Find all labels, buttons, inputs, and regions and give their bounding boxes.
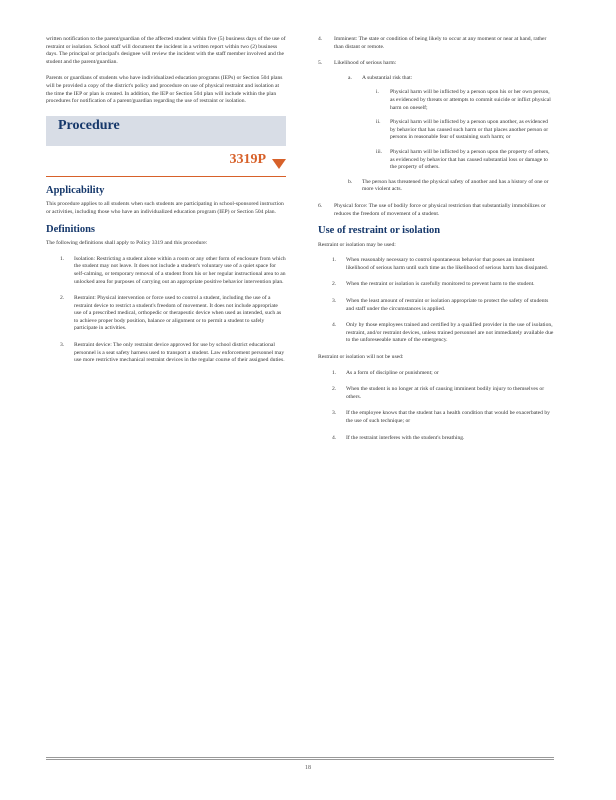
roman-list (376, 89, 554, 171)
item-number: 2. (332, 281, 337, 288)
definitions-list (60, 256, 286, 365)
will-not-be-used-lead: Restraint or isolation will not be used: (318, 354, 404, 361)
list-item (332, 281, 554, 289)
item-text: When the restraint or isolation is carefully monitored to prevent harm to the student. (346, 281, 535, 288)
item-number: 4. (332, 434, 337, 441)
list-item (376, 89, 554, 112)
item-letter: a. (348, 74, 352, 81)
orange-divider (46, 176, 286, 177)
may-be-used-list (332, 257, 554, 345)
item-number: 3. (332, 410, 337, 417)
footer-divider (46, 759, 554, 760)
list-item (60, 295, 286, 333)
item-text: Imminent: The state or condition of being likely to occur at any moment or near at hand, rather than distant or remote. (334, 36, 547, 50)
item-text: When the student is no longer at risk of causing imminent bodily injury to themselves or others. (346, 386, 545, 400)
page-number: 18 (305, 765, 311, 771)
list-item (376, 119, 554, 142)
item-text: Likelihood of serious harm: (334, 60, 397, 67)
item-text: Isolation: Restricting a student alone within a room or any other form of enclosure from which the student may not leave. It does not include a student's voluntary use of a quiet space for self-calming, or temporary removal of a student from his or her regular instructional area to an unlocked area for purposes of carrying out an appropriate positive behavior intervention plan. (74, 255, 286, 285)
item-text: Only by those employees trained and certified by a qualified provider in the use of isolation, restraint, and/or restraint devices, unless trained personnel are not immediately available due to the unforeseeable nature of the emergency. (346, 322, 554, 344)
list-item (332, 257, 554, 272)
item-number: 4. (318, 36, 323, 42)
item-text: The person has threatened the physical safety of another and has a history of one or more violent acts. (362, 178, 549, 193)
item-number: 6. (318, 202, 323, 209)
list-item (60, 342, 286, 365)
will-not-be-used-list (332, 370, 554, 443)
definitions-heading: Definitions (46, 223, 96, 235)
use-of-restraint-heading: Use of restraint or isolation (318, 225, 441, 237)
item-number: 1. (332, 369, 337, 376)
item-number: 4. (332, 322, 337, 329)
list-item (60, 256, 286, 286)
applicability-heading: Applicability (46, 184, 105, 196)
procedure-heading: Procedure (58, 117, 120, 133)
left-column (46, 36, 286, 374)
item-text: If the restraint interferes with the student's breathing. (346, 434, 465, 441)
item-text: If the employee knows that the student has a health condition that would be exacerbated by the use of such technique; or (346, 410, 550, 424)
item-text: When reasonably necessary to control spontaneous behavior that poses an imminent likelihood of serious harm until such time as the likelihood of serious harm has dissipated. (346, 257, 549, 271)
footer-divider (46, 757, 554, 758)
list-item (318, 36, 554, 51)
item-text: Physical harm will be inflicted by a person upon the property of others, as evidenced by behavior that has caused substantial loss or damage to the property of others. (390, 148, 550, 171)
item-text: Restraint device: The only restraint device approved for use by school district educational personnel is a seat safety harness used to transport a student. Law enforcement personnel may use more restrictive mechanical restraint devices in the regular course of their assigned duties. (74, 342, 285, 364)
right-column (318, 36, 554, 451)
item-number: 2. (60, 295, 65, 302)
sub-list (348, 75, 554, 194)
item-number: 1. (332, 257, 337, 264)
item-number: 2. (332, 386, 337, 393)
list-item (332, 435, 554, 443)
iep-paragraph: Parents or guardians of students who have individualized education programs (IEPs) or Section 504 plans will be provided a copy of the district's policy and procedure on use of physical restraint and isolation at the time the IEP or plan is created. In addition, the IEP or Section 504 plan will include within the plan procedures for notification of a parent/guardian regarding the use of restraint or isolation. (46, 75, 283, 105)
item-number: 3. (60, 342, 65, 349)
list-item (332, 370, 554, 378)
list-item (348, 75, 554, 172)
item-text: Physical harm will be inflicted by a person upon his or her own person, as evidenced by threats or attempts to commit suicide or inflict physical harm on oneself; (390, 89, 551, 111)
item-text: Physical force: The use of bodily force or physical restriction that substantially immobilizes or reduces the freedom of movement of a student. (334, 202, 546, 217)
applicability-text: This procedure applies to all students when such students are participating in school-sponsored instruction or activities, including those who have an individualized education program (IEP) or Section 504 plan. (46, 201, 284, 215)
item-numeral: iii. (376, 148, 383, 155)
list-item (318, 60, 554, 194)
procedure-code-row (46, 151, 286, 172)
item-text: As a form of discipline or punishment; or (346, 369, 439, 376)
item-text: Physical harm will be inflicted by a person upon another, as evidenced by behavior that has caused such harm or that places another person or persons in reasonable fear of sustaining such harm; or (390, 119, 549, 141)
list-item (332, 410, 554, 425)
item-numeral: i. (376, 89, 379, 96)
definitions-list-continued (318, 36, 554, 218)
item-number: 5. (318, 60, 323, 67)
item-text: Restraint: Physical intervention or force used to control a student, including the use of a restraint device to restrict a student's freedom of movement. It does not include appropriate use of a prescribed medical, orthopedic or therapeutic device when used as intended, such as to achieve proper body position, balance or alignment or to permit a student to safely participate in activities. (74, 295, 282, 332)
list-item (332, 298, 554, 313)
triangle-down-icon (272, 159, 286, 169)
list-item (376, 149, 554, 172)
item-number: 1. (60, 255, 65, 262)
definitions-intro: The following definitions shall apply to Policy 3319 and this procedure: (46, 240, 208, 247)
list-item (318, 203, 554, 218)
procedure-banner (46, 116, 286, 146)
list-item (332, 322, 554, 345)
procedure-code: 3319P (229, 151, 266, 167)
item-numeral: ii. (376, 119, 381, 126)
item-text: When the least amount of restraint or isolation appropriate to protect the safety of students and staff under the circumstances is applied. (346, 298, 549, 312)
notification-paragraph: written notification to the parent/guardian of the affected student within five (5) business days of the use of restraint or isolation. School staff will document the incident in a written report within two (2) business days. The principal or principal's designee will review the incident with the staff member involved and the student and the parent/guardian. (46, 36, 286, 65)
may-be-used-lead: Restraint or isolation may be used: (318, 241, 396, 248)
list-item (348, 179, 554, 194)
item-text: A substantial risk that: (362, 74, 413, 81)
item-number: 3. (332, 298, 337, 305)
list-item (332, 386, 554, 401)
item-letter: b. (348, 178, 353, 185)
